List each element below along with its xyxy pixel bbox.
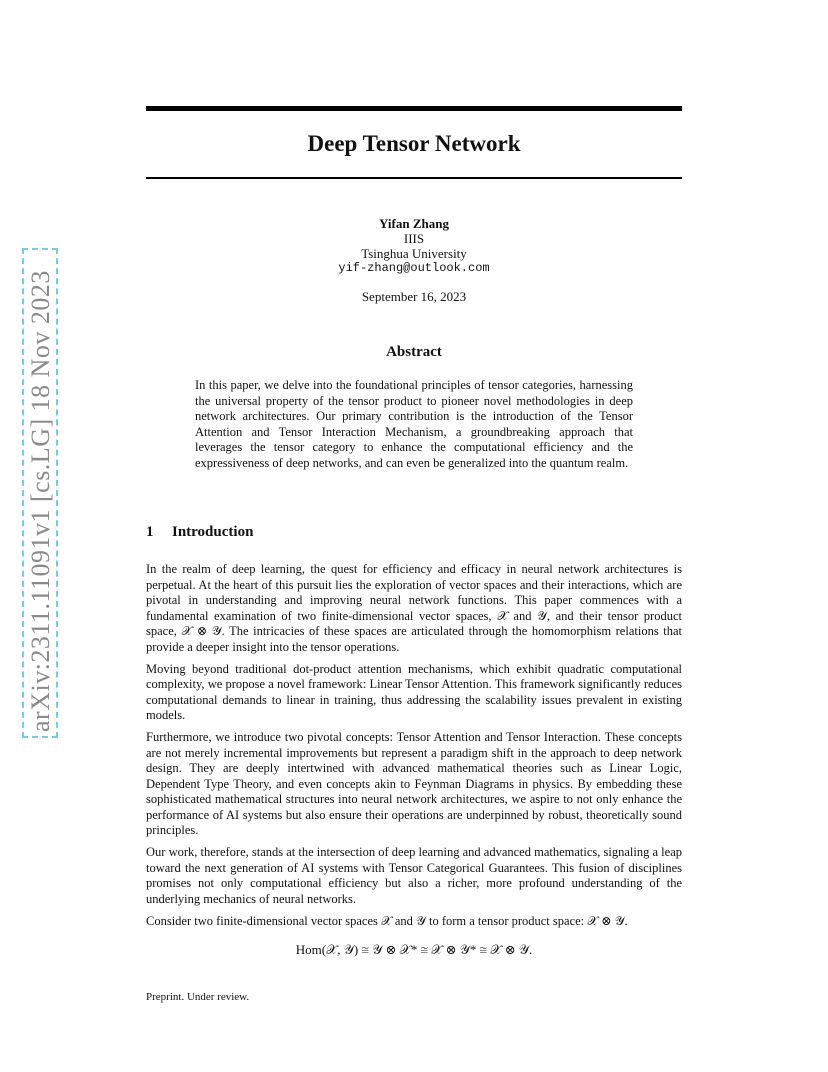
page-footer: Preprint. Under review. — [146, 991, 250, 1003]
arxiv-identifier-stamp[interactable]: arXiv:2311.11091v1 [cs.LG] 18 Nov 2023 — [22, 248, 58, 738]
paragraph: Furthermore, we introduce two pivotal concepts: Tensor Attention and Tensor Interaction. These concepts are not merely incremental improvements but represent a paradigm shift in the approach to deep network design. They are deeply intertwined with advanced mathematical theories such as Linear Logic, Dependent Type Theory, and even concepts akin to Feynman Diagrams in physics. By embedding these sophisticated mathematical structures into neural network architectures, we aspire to not only enhance the performance of AI systems but also ensure their operations are underpinned by robust, theoretically sound principles. — [146, 730, 682, 837]
title-top-rule — [146, 106, 682, 111]
abstract-text: In this paper, we delve into the foundational principles of tensor categories, harnessing the universal property of the tensor product to pioneer novel methodologies in deep network architectures. Our primary contribution is the introduction of the Tensor Attention and Tensor Interaction Mechanism, a groundbreaking approach that leverages the tensor category to enhance the computational efficiency and the expressiveness of deep networks, and can even be generalized into the quantum realm. — [195, 378, 633, 470]
paper-title: Deep Tensor Network — [307, 131, 521, 156]
introduction-body — [146, 562, 682, 936]
author-name: Yifan Zhang — [379, 216, 449, 231]
paragraph: Our work, therefore, stands at the intersection of deep learning and advanced mathematics, signaling a leap toward the next generation of AI systems with Tensor Categorical Guarantees. This fusion of disciplines promises not only computational efficiency but also a richer, more profound understanding of the underlying mechanics of neural networks. — [146, 845, 682, 906]
section-number: 1 — [146, 524, 154, 540]
section-heading — [146, 522, 682, 542]
paragraph: Moving beyond traditional dot-product attention mechanisms, which exhibit quadratic computational complexity, we propose a novel framework: Linear Tensor Attention. This framework significantly reduces computational demands to linear in training, thus addressing the scalability issues prevalent in existing models. — [146, 661, 682, 722]
display-equation: Hom(𝒳, 𝒴) ≅ 𝒴 ⊗ 𝒳* ≅ 𝒳 ⊗ 𝒴* ≅ 𝒳 ⊗ 𝒴. — [295, 942, 533, 957]
author-affiliation-2: Tsinghua University — [361, 246, 467, 261]
paragraph: Consider two finite-dimensional vector spaces 𝒳 and 𝒴 to form a tensor product space: 𝒳 ⊗ 𝒴. — [146, 913, 628, 928]
author-affiliation-1: IIIS — [403, 231, 425, 246]
author-email[interactable]: yif-zhang@outlook.com — [338, 261, 490, 275]
paper-date: September 16, 2023 — [361, 289, 467, 304]
abstract-heading: Abstract — [386, 344, 442, 360]
paragraph: In the realm of deep learning, the quest for efficiency and efficacy in neural network architectures is perpetual. At the heart of this pursuit lies the exploration of vector spaces and their interactions, which are pivotal in understanding and improving neural network functions. This paper commences with a fundamental examination of two finite-dimensional vector spaces, 𝒳 and 𝒴, and their tensor product space, 𝒳 ⊗ 𝒴. The intricacies of these spaces are articulated through the homomorphism relations that provide a deeper insight into the tensor operations. — [146, 562, 682, 654]
section-title: Introduction — [172, 524, 254, 540]
author-block — [146, 216, 682, 276]
title-bottom-rule — [146, 177, 682, 179]
